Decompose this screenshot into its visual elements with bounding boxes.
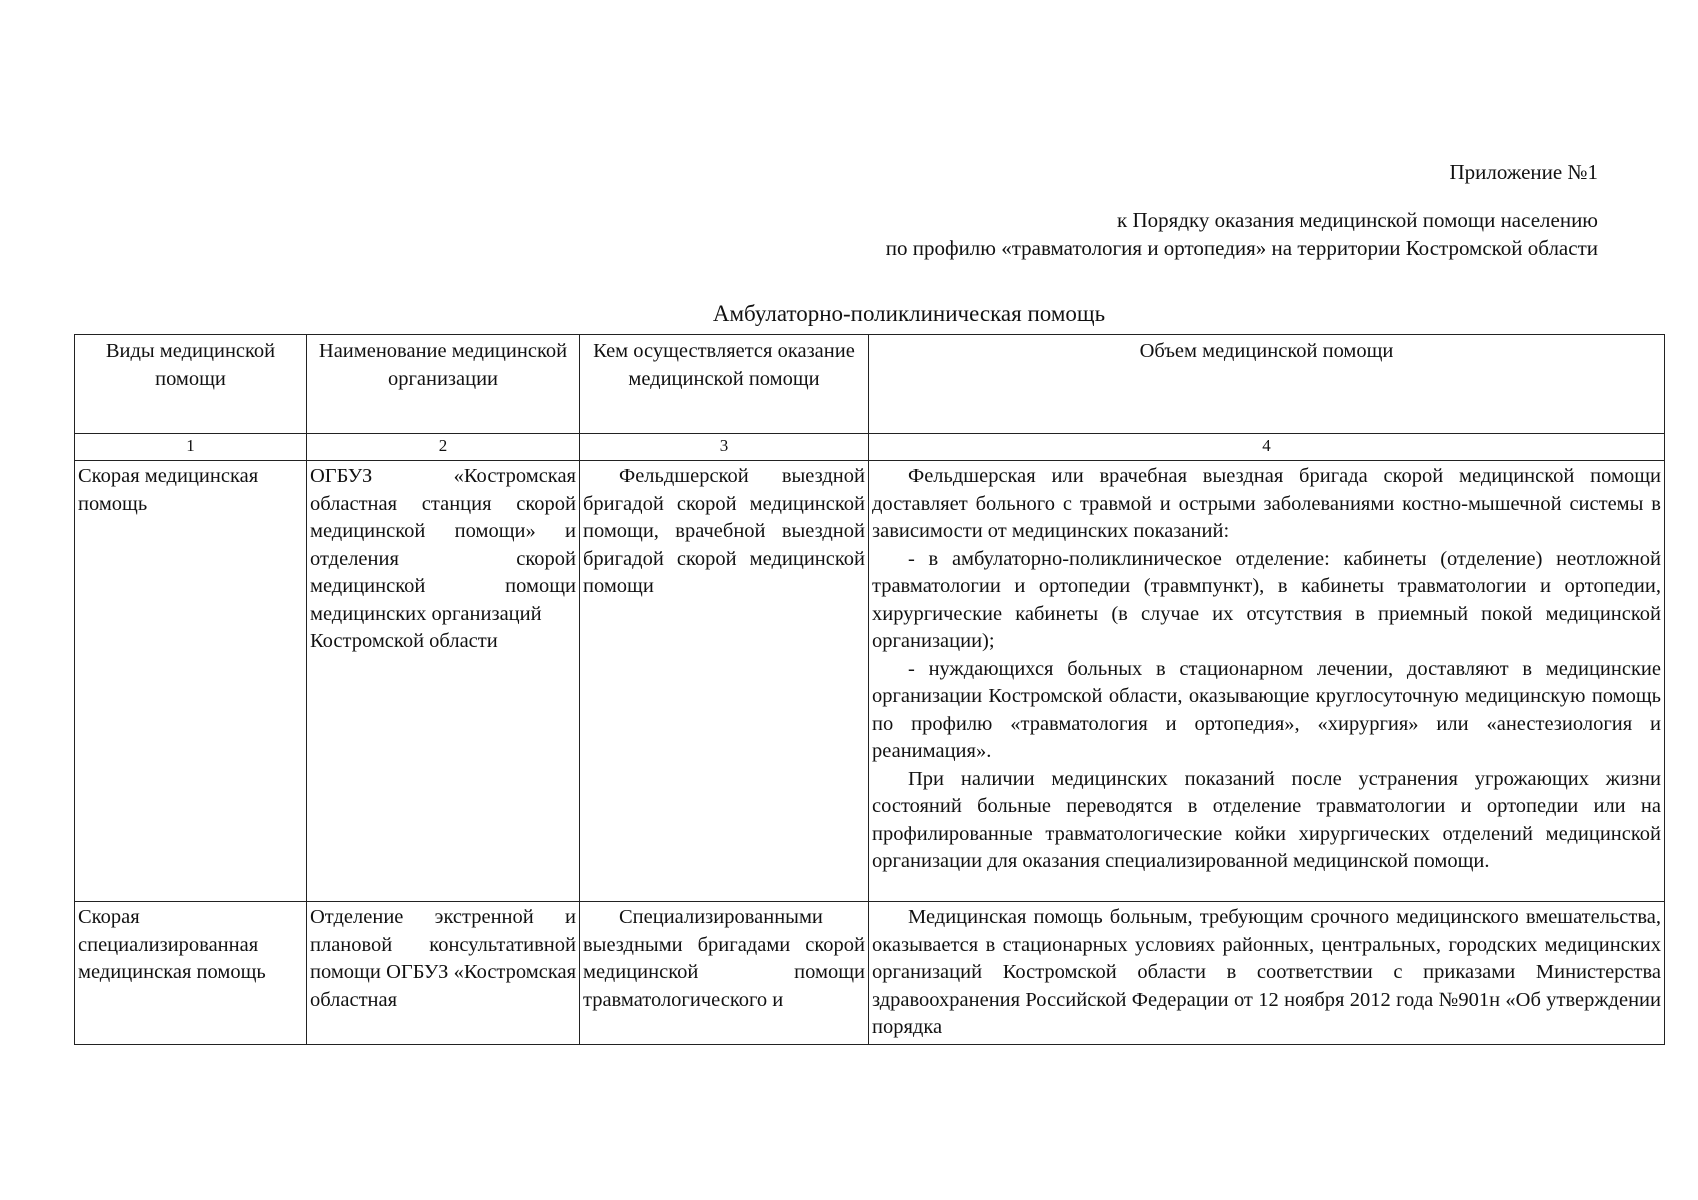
header-organization: Наименование медицинской организации	[307, 335, 580, 434]
column-number: 3	[580, 434, 869, 461]
header-care-type: Виды медицинской помощи	[75, 335, 307, 434]
header-volume: Объем медицинской помощи	[869, 335, 1665, 434]
volume-paragraph: Фельдшерская или врачебная выездная бригада скорой медицинской помощи доставляет больного с травмой и острыми заболеваниями костно-мышечной системы в зависимости от медицинских показаний:	[872, 465, 1661, 542]
organization-text: Отделение экстренной и плановой консультативной помощи ОГБУЗ «Костромская областная	[310, 906, 576, 1011]
appendix-title: Приложение №1	[1449, 160, 1598, 184]
medical-care-table	[74, 334, 1665, 1045]
organization-cell	[307, 902, 580, 1045]
volume-paragraph: - нуждающихся больных в стационарном лечении, доставляют в медицинские организации Костромской области, оказывающие круглосуточную медицинскую помощь по профилю «травматология и ортопедия», «хирургия» или «анестезиология и реанимация».	[872, 657, 1661, 762]
column-number-row	[75, 434, 1665, 461]
care-type-cell: Скорая медицинская помощь	[75, 461, 307, 902]
organization-region: Костромской области	[310, 630, 498, 652]
column-number: 4	[869, 434, 1665, 461]
appendix-block	[886, 158, 1598, 262]
table-row	[75, 461, 1665, 902]
volume-cell	[869, 461, 1665, 902]
organization-text: ОГБУЗ «Костромская областная станция скорой медицинской помощи» и отделения скорой медицинской помощи медицинских организаций	[310, 465, 576, 625]
column-number: 1	[75, 434, 307, 461]
volume-paragraph: При наличии медицинских показаний после устранения угрожающих жизни состояний больные переводятся в отделение травматологии и ортопедии или на профилированные травматологические койки хирургических отделений медицинской организации для оказания специализированной медицинской помощи.	[872, 767, 1661, 872]
organization-cell	[307, 461, 580, 902]
care-type-cell: Скорая специализированная медицинская помощь	[75, 902, 307, 1045]
appendix-line-2: по профилю «травматология и ортопедия» на территории Костромской области	[885, 236, 1598, 260]
volume-cell	[869, 902, 1665, 1045]
volume-paragraph: - в амбулаторно-поликлиническое отделение: кабинеты (отделение) неотложной травматологии и ортопедии (травмпункт), в кабинеты травматологии и ортопедии, хирургические кабинеты (в случае их отсутствия в приемный покой медицинской организации);	[872, 547, 1661, 652]
table-header-row	[75, 335, 1665, 434]
provider-cell	[580, 902, 869, 1045]
provider-cell	[580, 461, 869, 902]
column-number: 2	[307, 434, 580, 461]
header-provider: Кем осуществляется оказание медицинской помощи	[580, 335, 869, 434]
appendix-line-1: к Порядку оказания медицинской помощи населению	[1117, 208, 1598, 232]
provider-text: Специализированными выездными бригадами скорой медицинской помощи травматологического и	[583, 906, 865, 1011]
document-title: Амбулаторно-поликлиническая помощь	[712, 301, 1106, 326]
volume-paragraph: Медицинская помощь больным, требующим срочного медицинского вмешательства, оказывается в стационарных условиях районных, центральных, городских медицинских организаций Костромской области в соответствии с приказами Министерства здравоохранения Российской Федерации от 12 ноября 2012 года №901н «Об утверждении порядка	[872, 906, 1661, 1038]
provider-text: Фельдшерской выездной бригадой скорой медицинской помощи, врачебной выездной бригадой скорой медицинской помощи	[583, 465, 865, 597]
table-row	[75, 902, 1665, 1045]
